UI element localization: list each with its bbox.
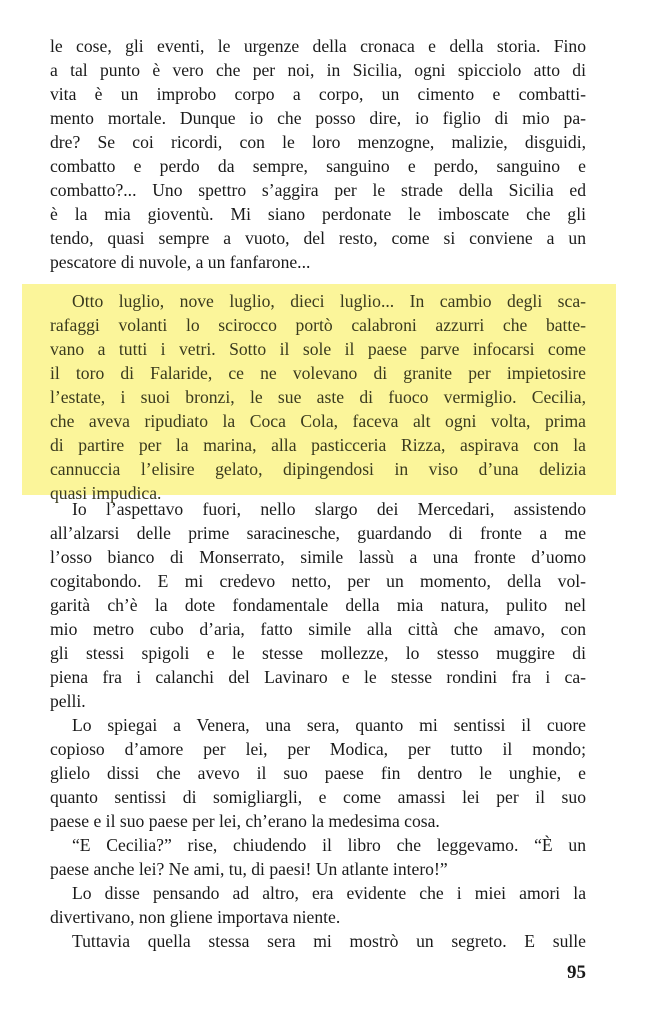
text-line: combatto?... Uno spettro s’aggira per le strade della Sicilia ed <box>50 180 586 200</box>
page-number: 95 <box>567 962 586 983</box>
text-line: pescatore di nuvole, a un fanfarone... <box>50 252 311 272</box>
text-line: quanto sentissi di somigliargli, e come amassi lei per il suo <box>50 787 586 807</box>
text-line: dre? Se coi ricordi, con le loro menzogne, malizie, disguidi, <box>50 132 586 152</box>
text-line: “E Cecilia?” rise, chiudendo il libro che leggevamo. “È un <box>72 835 586 855</box>
text-line: cannuccia l’elisire gelato, dipingendosi in viso d’una delizia <box>50 459 586 479</box>
text-line: paese e il suo paese per lei, ch’erano la medesima cosa. <box>50 811 440 831</box>
text-line: rafaggi volanti lo scirocco portò calabroni azzurri che batte- <box>50 315 586 335</box>
paragraph <box>50 833 586 881</box>
text-line: quasi impudica. <box>50 483 162 503</box>
text-line: piena fra i calanchi del Lavinaro e le stesse rondini fra i ca- <box>50 667 586 687</box>
text-line: combatto e perdo da sempre, sanguino e perdo, sanguino e <box>50 156 586 176</box>
text-line: copioso d’amore per lei, per Modica, per tutto il mondo; <box>50 739 586 759</box>
text-line: all’alzarsi delle prime saracinesche, guardando di fronte a me <box>50 523 586 543</box>
paragraph <box>50 929 586 953</box>
paragraph <box>50 34 586 274</box>
text-line: Tuttavia quella stessa sera mi mostrò un segreto. E sulle <box>72 931 586 951</box>
text-line: Io l’aspettavo fuori, nello slargo dei Mercedari, assistendo <box>72 499 586 519</box>
text-line: mio metro cubo d’aria, fatto simile alla città che amavo, con <box>50 619 586 639</box>
text-line: a tal punto è vero che per noi, in Sicilia, ogni spicciolo atto di <box>50 60 586 80</box>
text-line: vita è un improbo corpo a corpo, un cimento e combatti- <box>50 84 586 104</box>
text-line: Lo spiegai a Venera, una sera, quanto mi sentissi il cuore <box>72 715 586 735</box>
text-line: l’estate, i suoi bronzi, le sue aste di fuoco vermiglio. Cecilia, <box>50 387 586 407</box>
text-line: è la mia gioventù. Mi siano perdonate le imboscate che gli <box>50 204 586 224</box>
paragraph <box>50 881 586 929</box>
text-line: le cose, gli eventi, le urgenze della cronaca e della storia. Fino <box>50 36 586 56</box>
text-line: glielo dissi che avevo il suo paese fin dentro le unghie, e <box>50 763 586 783</box>
paragraph <box>50 713 586 833</box>
text-line: che aveva ripudiato la Coca Cola, faceva alt ogni volta, prima <box>50 411 586 431</box>
text-line: pelli. <box>50 691 86 711</box>
text-line: tendo, quasi sempre a vuoto, del resto, come si conviene a un <box>50 228 586 248</box>
text-line: di partire per la marina, alla pasticceria Rizza, aspirava con la <box>50 435 586 455</box>
paragraph <box>50 497 586 713</box>
text-line: mento mortale. Dunque io che posso dire, io figlio di mio pa- <box>50 108 586 128</box>
text-line: cogitabondo. E mi credevo netto, per un momento, della vol- <box>50 571 586 591</box>
text-line: divertivano, non gliene importava niente. <box>50 907 341 927</box>
text-line: gli stessi spigoli e le stesse mollezze, lo stesso muggire di <box>50 643 586 663</box>
highlighted-paragraph <box>50 289 586 505</box>
text-line: Lo disse pensando ad altro, era evidente che i miei amori la <box>72 883 586 903</box>
text-line: l’osso bianco di Monserrato, simile lassù a una fronte d’uomo <box>50 547 586 567</box>
text-line: vano a tutti i vetri. Sotto il sole il paese parve infocarsi come <box>50 339 586 359</box>
text-line: il toro di Falaride, ce ne volevano di granite per impietosire <box>50 363 586 383</box>
text-line: garità ch’è la dote fondamentale della mia natura, pulito nel <box>50 595 586 615</box>
text-line: Otto luglio, nove luglio, dieci luglio... In cambio degli sca- <box>72 291 586 311</box>
text-line: paese anche lei? Ne ami, tu, di paesi! Un atlante intero!” <box>50 859 448 879</box>
